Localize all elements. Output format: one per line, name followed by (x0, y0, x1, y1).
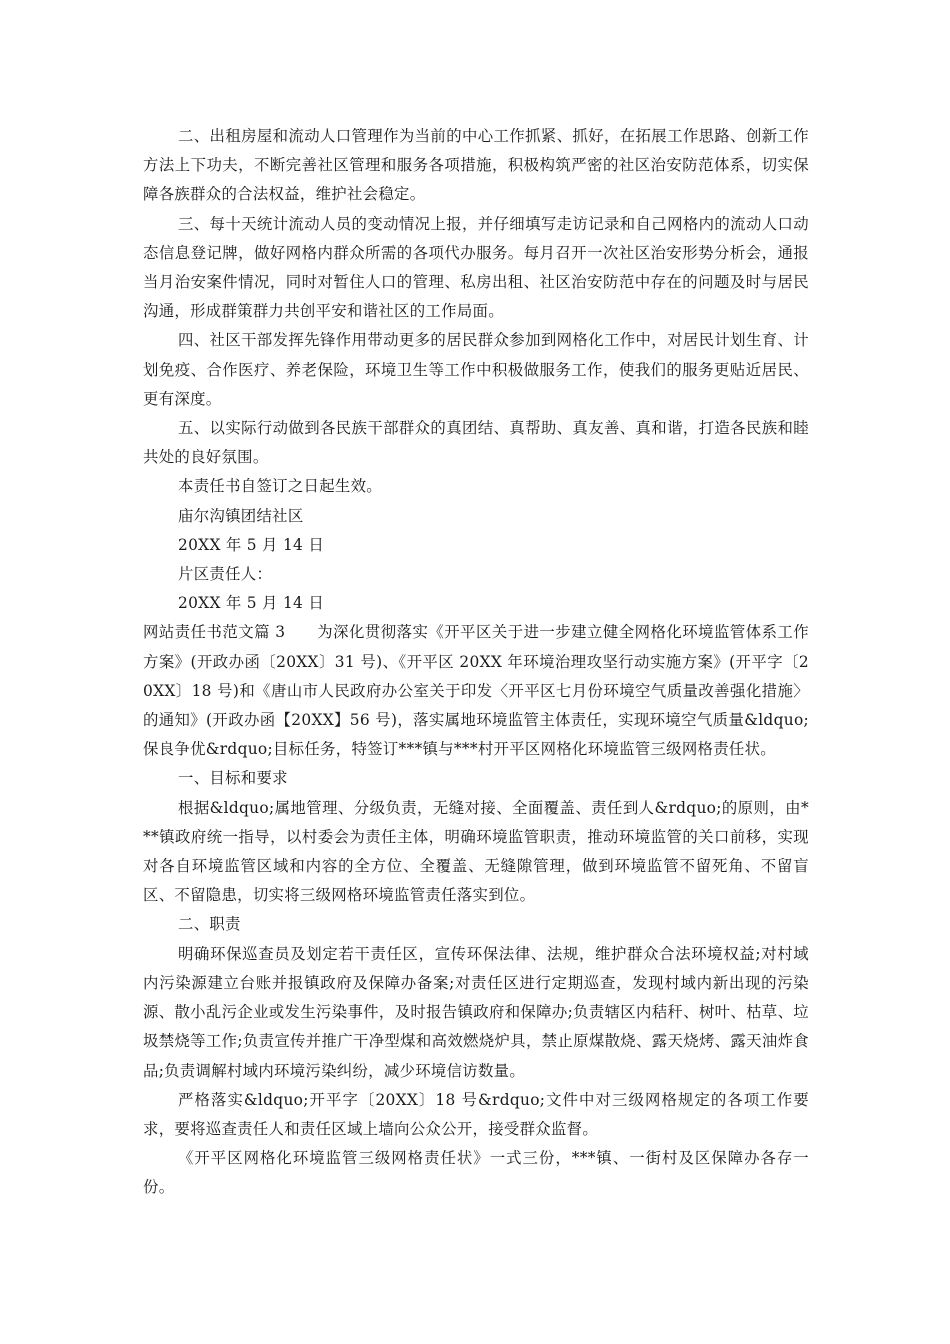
section-heading-duties: 二、职责 (178, 915, 241, 934)
paragraph-duties: 明确环保巡查员及划定若干责任区，宣传环保法律、法规，维护群众合法环境权益;对村域内污染源建立台账并报镇政府及保障办备案;对责任区进行定期巡查，发现村域内新出现的污染源、散小乱污企业或发生污染事件，及时报告镇政府和保障办;负责辖区内秸秆、树叶、枯草、垃圾禁烧等工作;负责宣传并推广干净型煤和高效燃烧炉具，禁止原煤散烧、露天烧烤、露天油炸食品;负责调解村域内环境污染纠纷，减少环境信访数量。 (143, 944, 809, 1080)
paragraph-implementation: 严格落实&ldquo;开平字〔20XX〕18 号&rdquo;文件中对三级网格规定的各项工作要求，要将巡查责任人和责任区域上墙向公众公开，接受群众监督。 (143, 1090, 809, 1138)
signing-organization: 庙尔沟镇团结社区 (178, 506, 304, 525)
paragraph-copies: 《开平区网格化环境监管三级网格责任状》一式三份，***镇、一街村及区保障办各存一份。 (143, 1149, 809, 1197)
article-3-intro: 网站责任书范文篇 3 为深化贯彻落实《开平区关于进一步建立健全网格化环境监管体系工作方案》(开政办函〔20XX〕31 号)、《开平区 20XX 年环境治理攻坚行动实施方案》(开平字〔20XX〕18 号)和《唐山市人民政府办公室关于印发〈开平区七月份环境空气质量改善强化措施〉的通知》(开政办函【20XX】56 号)，落实属地环境监管主体责任，实现环境空气质量&ldquo;保良争优&rdquo;目标任务，特签订***镇与***村开平区网格化环境监管三级网格责任状。 (143, 623, 809, 759)
paragraph-community-cadres: 四、社区干部发挥先锋作用带动更多的居民群众参加到网格化工作中，对居民计划生育、计划免疫、合作医疗、养老保险，环境卫生等工作中积极做服务工作，使我们的服务更贴近居民、更有深度。 (143, 331, 809, 408)
section-heading-goals: 一、目标和要求 (178, 769, 288, 788)
paragraph-rental-housing: 二、出租房屋和流动人口管理作为当前的中心工作抓紧、抓好，在拓展工作思路、创新工作方法上下功夫，不断完善社区管理和服务各项措施，积极构筑严密的社区治安防范体系，切实保障各族群众的合法权益，维护社会稳定。 (143, 127, 809, 204)
paragraph-floating-population: 三、每十天统计流动人员的变动情况上报，并仔细填写走访记录和自己网格内的流动人口动态信息登记牌，做好网格内群众所需的各项代办服务。每月召开一次社区治安形势分析会，通报当月治安案件情况，同时对暂住人口的管理、私房出租、社区治安防范中存在的问题及时与居民沟通，形成群策群力共创平安和谐社区的工作局面。 (143, 214, 809, 321)
responsible-person-label: 片区责任人： (178, 565, 273, 584)
paragraph-goals: 根据&ldquo;属地管理、分级负责，无缝对接、全面覆盖、责任到人&rdquo;的原则，由***镇政府统一指导，以村委会为责任主体，明确环境监管职责，推动环境监管的关口前移，实现对各自环境监管区域和内容的全方位、全覆盖、无缝隙管理，做到环境监管不留死角、不留盲区、不留隐患，切实将三级网格环境监管责任落实到位。 (143, 798, 809, 905)
paragraph-ethnic-unity: 五、以实际行动做到各民族干部群众的真团结、真帮助、真友善、真和谐，打造各民族和睦共处的良好氛围。 (143, 419, 809, 467)
signing-date: 20XX 年 5 月 14 日 (178, 535, 325, 554)
responsible-person-date: 20XX 年 5 月 14 日 (178, 594, 325, 613)
effective-statement: 本责任书自签订之日起生效。 (178, 477, 382, 496)
document-body (143, 122, 809, 1203)
